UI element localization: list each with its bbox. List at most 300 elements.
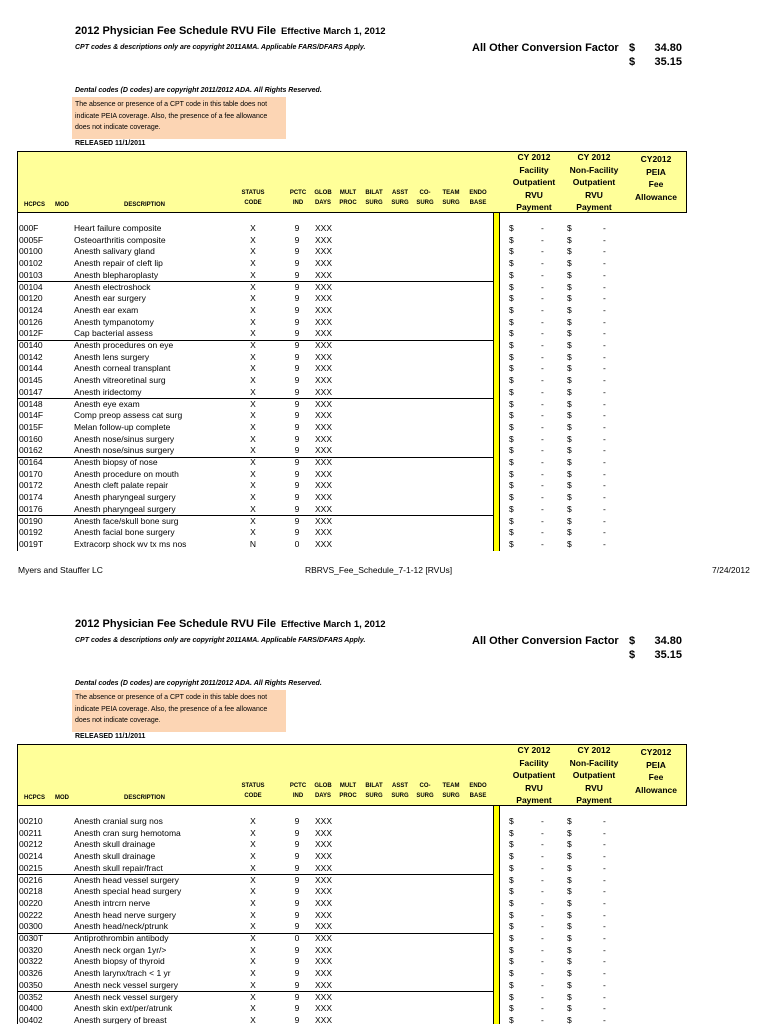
pctc-indicator: 9 (294, 328, 300, 339)
nonfacility-dollar: $ (567, 827, 572, 838)
nonfacility-value: - (603, 421, 606, 432)
table-row (0, 246, 768, 258)
description: Anesth biopsy of thyroid (74, 956, 165, 967)
global-days: XXX (315, 921, 333, 932)
nonfacility-value: - (603, 468, 606, 479)
hcpcs-code: 0019T (19, 538, 44, 549)
facility-value: - (541, 816, 544, 826)
facility-value: - (541, 433, 544, 444)
description: Anesth nose/sinus surgery (74, 433, 175, 444)
nonfacility-dollar: $ (567, 433, 572, 444)
hcpcs-code: 00322 (19, 956, 43, 967)
nonfacility-dollar: $ (567, 886, 572, 897)
nonfacility-dollar: $ (567, 293, 572, 304)
facility-dollar: $ (509, 1014, 514, 1024)
table-header (17, 744, 687, 806)
nonfacility-value: - (603, 1014, 606, 1024)
hcpcs-code: 00214 (19, 851, 43, 862)
table-row (0, 457, 768, 469)
status-code: X (250, 921, 256, 932)
table-row (0, 258, 768, 270)
effective-date: Effective March 1, 2012 (280, 619, 386, 630)
table-row (0, 270, 768, 282)
hcpcs-code: 00210 (19, 816, 43, 826)
pctc-indicator: 0 (294, 538, 300, 549)
nonfacility-dollar: $ (567, 363, 572, 374)
table-row (0, 445, 768, 457)
nonfacility-value: - (603, 538, 606, 549)
facility-dollar: $ (509, 293, 514, 304)
global-days: XXX (315, 293, 333, 304)
nonfacility-value: - (603, 492, 606, 503)
facility-dollar: $ (509, 398, 514, 409)
status-code: X (250, 827, 256, 838)
conversion-factor-value-2: 35.15 (654, 649, 682, 661)
facility-value: - (541, 468, 544, 479)
nonfacility-dollar: $ (567, 839, 572, 850)
description: Anesth vitreoretinal surg (74, 375, 166, 386)
pctc-indicator: 9 (294, 515, 300, 526)
status-code: X (250, 839, 256, 850)
pctc-indicator: 9 (294, 527, 300, 538)
facility-value: - (541, 421, 544, 432)
facility-value: - (541, 897, 544, 908)
description: Anesth skull drainage (74, 851, 156, 862)
hcpcs-code: 00174 (19, 492, 43, 503)
hcpcs-code: 00400 (19, 1003, 43, 1014)
cf-dollar-sign: $ (629, 649, 636, 661)
nonfacility-value: - (603, 874, 606, 885)
hcpcs-code: 00100 (19, 246, 43, 257)
header-endo: ENDO BASE (469, 783, 487, 799)
hcpcs-code: 00222 (19, 909, 43, 920)
nonfacility-dollar: $ (567, 340, 572, 350)
hcpcs-code: 00104 (19, 281, 43, 292)
facility-value: - (541, 839, 544, 850)
facility-dollar: $ (509, 827, 514, 838)
pctc-indicator: 0 (294, 933, 300, 943)
status-code: N (249, 538, 257, 549)
facility-dollar: $ (509, 258, 514, 269)
header-pctc: PCTC IND (289, 783, 307, 799)
nonfacility-dollar: $ (567, 527, 572, 538)
header-pctc: PCTC IND (289, 190, 307, 206)
facility-value: - (541, 1014, 544, 1024)
pctc-indicator: 9 (294, 410, 300, 421)
facility-dollar: $ (509, 1003, 514, 1014)
facility-dollar: $ (509, 527, 514, 538)
header-glob: GLOB DAYS (314, 783, 332, 799)
facility-dollar: $ (509, 433, 514, 444)
pctc-indicator: 9 (294, 956, 300, 967)
header-bilat: BILAT SURG (365, 190, 383, 206)
facility-value: - (541, 503, 544, 514)
facility-dollar: $ (509, 839, 514, 850)
table-row (0, 516, 768, 528)
nonfacility-value: - (603, 445, 606, 456)
pctc-indicator: 9 (294, 457, 300, 467)
facility-dollar: $ (509, 886, 514, 897)
status-code: X (250, 340, 256, 350)
page-title: 2012 Physician Fee Schedule RVU File Effective March 1, 2012 (75, 25, 386, 37)
status-code: X (250, 246, 256, 257)
status-code: X (250, 445, 256, 456)
global-days: XXX (315, 351, 333, 362)
pctc-indicator: 9 (294, 258, 300, 269)
hcpcs-code: 00190 (19, 515, 43, 526)
nonfacility-dollar: $ (567, 351, 572, 362)
global-days: XXX (315, 956, 333, 967)
description: Comp preop assess cat surg (74, 410, 183, 421)
nonfacility-value: - (603, 269, 606, 280)
table-row (0, 816, 768, 828)
status-code: X (250, 234, 256, 245)
footer-left: Myers and Stauffer LC (18, 565, 103, 575)
pctc-indicator: 9 (294, 851, 300, 862)
nonfacility-dollar: $ (567, 503, 572, 514)
status-code: X (250, 386, 256, 397)
pctc-indicator: 9 (294, 223, 300, 233)
global-days: XXX (315, 223, 333, 233)
coverage-note: The absence or presence of a CPT code in this table does not indicate PEIA coverage. Also, the presence of a fee allowance does not indicate coverage. (72, 690, 286, 732)
nonfacility-value: - (603, 398, 606, 409)
released-date: RELEASED 11/1/2011 (75, 140, 146, 147)
hcpcs-code: 00212 (19, 839, 43, 850)
description: Anesth ear exam (74, 304, 139, 315)
description: Anesth nose/sinus surgery (74, 445, 175, 456)
facility-dollar: $ (509, 328, 514, 339)
nonfacility-dollar: $ (567, 457, 572, 467)
facility-value: - (541, 991, 544, 1002)
pctc-indicator: 9 (294, 492, 300, 503)
nonfacility-dollar: $ (567, 234, 572, 245)
nonfacility-dollar: $ (567, 375, 572, 386)
hcpcs-code: 00220 (19, 897, 43, 908)
pctc-indicator: 9 (294, 468, 300, 479)
pctc-indicator: 9 (294, 1014, 300, 1024)
pctc-indicator: 9 (294, 340, 300, 350)
nonfacility-value: - (603, 433, 606, 444)
hcpcs-code: 0005F (19, 234, 44, 245)
copyright-notice: CPT codes & descriptions only are copyright 2011AMA. Applicable FARS/DFARS Apply. (75, 44, 366, 51)
facility-dollar: $ (509, 991, 514, 1002)
pctc-indicator: 9 (294, 944, 300, 955)
description: Anesth eye exam (74, 398, 140, 409)
status-code: X (250, 991, 256, 1002)
table-row (0, 469, 768, 481)
facility-dollar: $ (509, 956, 514, 967)
hcpcs-code: 00142 (19, 351, 43, 362)
table-row (0, 945, 768, 957)
facility-value: - (541, 351, 544, 362)
cf-dollar-sign: $ (629, 42, 636, 54)
global-days: XXX (315, 457, 333, 467)
hcpcs-code: 00164 (19, 457, 43, 467)
facility-value: - (541, 445, 544, 456)
nonfacility-value: - (603, 386, 606, 397)
table-row (0, 886, 768, 898)
status-code: X (250, 862, 256, 873)
nonfacility-dollar: $ (567, 410, 572, 421)
conversion-factor-label: All Other Conversion Factor (472, 42, 619, 54)
status-code: X (250, 527, 256, 538)
description: Anesth procedure on mouth (74, 468, 179, 479)
facility-value: - (541, 851, 544, 862)
nonfacility-dollar: $ (567, 468, 572, 479)
nonfacility-value: - (603, 246, 606, 257)
header-status: STATUS CODE (241, 190, 265, 206)
description: Anesth pharyngeal surgery (74, 503, 176, 514)
table-row (0, 504, 768, 516)
global-days: XXX (315, 897, 333, 908)
facility-value: - (541, 457, 544, 467)
table-row (0, 933, 768, 945)
facility-value: - (541, 316, 544, 327)
facility-dollar: $ (509, 269, 514, 280)
table-row (0, 223, 768, 235)
status-code: X (250, 944, 256, 955)
global-days: XXX (315, 340, 333, 350)
header-mod: MOD (55, 795, 69, 801)
pctc-indicator: 9 (294, 862, 300, 873)
effective-date: Effective March 1, 2012 (280, 26, 386, 37)
facility-value: - (541, 933, 544, 943)
description: Extracorp shock wv tx ms nos (74, 538, 187, 549)
status-code: X (250, 1014, 256, 1024)
header-peia-allowance: CY2012 PEIA Fee Allowance (634, 747, 678, 795)
hcpcs-code: 00402 (19, 1014, 43, 1024)
hcpcs-code: 00218 (19, 886, 43, 897)
pctc-indicator: 9 (294, 363, 300, 374)
hcpcs-code: 00120 (19, 293, 43, 304)
header-bilat: BILAT SURG (365, 783, 383, 799)
table-row (0, 956, 768, 968)
facility-value: - (541, 492, 544, 503)
facility-value: - (541, 223, 544, 233)
header-team: TEAM SURG (442, 190, 460, 206)
description: Anesth cleft palate repair (74, 480, 169, 491)
nonfacility-dollar: $ (567, 480, 572, 491)
facility-value: - (541, 968, 544, 979)
nonfacility-value: - (603, 410, 606, 421)
pctc-indicator: 9 (294, 351, 300, 362)
nonfacility-value: - (603, 827, 606, 838)
nonfacility-value: - (603, 340, 606, 350)
nonfacility-value: - (603, 956, 606, 967)
status-code: X (250, 897, 256, 908)
status-code: X (250, 375, 256, 386)
table-row (0, 492, 768, 504)
pctc-indicator: 9 (294, 375, 300, 386)
header-endo: ENDO BASE (469, 190, 487, 206)
status-code: X (250, 304, 256, 315)
global-days: XXX (315, 1014, 333, 1024)
global-days: XXX (315, 538, 333, 549)
pctc-indicator: 9 (294, 839, 300, 850)
status-code: X (250, 316, 256, 327)
hcpcs-code: 00103 (19, 269, 43, 280)
header-description: DESCRIPTION (124, 202, 166, 208)
description: Antiprothrombin antibody (74, 933, 169, 943)
global-days: XXX (315, 480, 333, 491)
global-days: XXX (315, 269, 333, 280)
facility-dollar: $ (509, 503, 514, 514)
global-days: XXX (315, 468, 333, 479)
cf-dollar-sign: $ (629, 56, 636, 68)
pctc-indicator: 9 (294, 386, 300, 397)
nonfacility-value: - (603, 328, 606, 339)
nonfacility-value: - (603, 375, 606, 386)
conversion-factor-value-2: 35.15 (654, 56, 682, 68)
hcpcs-code: 00160 (19, 433, 43, 444)
facility-value: - (541, 515, 544, 526)
global-days: XXX (315, 246, 333, 257)
facility-dollar: $ (509, 515, 514, 526)
table-row (0, 910, 768, 922)
facility-value: - (541, 281, 544, 292)
nonfacility-value: - (603, 816, 606, 826)
nonfacility-dollar: $ (567, 398, 572, 409)
hcpcs-code: 00140 (19, 340, 43, 350)
footer-right: 7/24/2012 (712, 565, 750, 575)
global-days: XXX (315, 979, 333, 990)
hcpcs-code: 00102 (19, 258, 43, 269)
facility-dollar: $ (509, 816, 514, 826)
nonfacility-value: - (603, 258, 606, 269)
description: Anesth pharyngeal surgery (74, 492, 176, 503)
status-code: X (250, 503, 256, 514)
pctc-indicator: 9 (294, 421, 300, 432)
facility-dollar: $ (509, 468, 514, 479)
facility-dollar: $ (509, 375, 514, 386)
status-code: X (250, 909, 256, 920)
table-row (0, 352, 768, 364)
hcpcs-code: 00170 (19, 468, 43, 479)
table-row (0, 1003, 768, 1015)
hcpcs-code: 00352 (19, 991, 43, 1002)
table-row (0, 399, 768, 411)
facility-dollar: $ (509, 363, 514, 374)
nonfacility-dollar: $ (567, 269, 572, 280)
hcpcs-code: 00320 (19, 944, 43, 955)
description: Anesth procedures on eye (74, 340, 174, 350)
nonfacility-value: - (603, 527, 606, 538)
global-days: XXX (315, 398, 333, 409)
pctc-indicator: 9 (294, 234, 300, 245)
header-mult: MULT PROC (339, 783, 357, 799)
nonfacility-value: - (603, 968, 606, 979)
description: Anesth cranial surg nos (74, 816, 163, 826)
facility-value: - (541, 538, 544, 549)
table-row (0, 992, 768, 1004)
description: Anesth corneal transplant (74, 363, 171, 374)
nonfacility-dollar: $ (567, 538, 572, 549)
description: Anesth larynx/trach < 1 yr (74, 968, 171, 979)
nonfacility-dollar: $ (567, 1003, 572, 1014)
page-2 (0, 593, 768, 1024)
status-code: X (250, 468, 256, 479)
status-code: X (250, 269, 256, 280)
hcpcs-code: 00124 (19, 304, 43, 315)
facility-value: - (541, 862, 544, 873)
header-nonfacility-payment: CY 2012 Non-Facility Outpatient RVU Payment (569, 152, 619, 212)
facility-value: - (541, 398, 544, 409)
coverage-note: The absence or presence of a CPT code in this table does not indicate PEIA coverage. Also, the presence of a fee allowance does not indicate coverage. (72, 97, 286, 139)
nonfacility-value: - (603, 921, 606, 932)
facility-dollar: $ (509, 421, 514, 432)
nonfacility-dollar: $ (567, 897, 572, 908)
table-row (0, 539, 768, 551)
description: Anesth head nerve surgery (74, 909, 177, 920)
global-days: XXX (315, 944, 333, 955)
nonfacility-dollar: $ (567, 515, 572, 526)
nonfacility-dollar: $ (567, 328, 572, 339)
global-days: XXX (315, 304, 333, 315)
facility-value: - (541, 304, 544, 315)
dental-copyright: Dental codes (D codes) are copyright 2011/2012 ADA. All Rights Reserved. (75, 87, 322, 94)
facility-dollar: $ (509, 921, 514, 932)
status-code: X (250, 421, 256, 432)
hcpcs-code: 00215 (19, 862, 43, 873)
global-days: XXX (315, 862, 333, 873)
hcpcs-code: 00147 (19, 386, 43, 397)
facility-value: - (541, 363, 544, 374)
description: Osteoarthritis composite (74, 234, 166, 245)
description: Anesth blepharoplasty (74, 269, 159, 280)
facility-value: - (541, 827, 544, 838)
facility-dollar: $ (509, 340, 514, 350)
nonfacility-dollar: $ (567, 874, 572, 885)
table-row (0, 968, 768, 980)
pctc-indicator: 9 (294, 816, 300, 826)
table-row (0, 317, 768, 329)
nonfacility-dollar: $ (567, 862, 572, 873)
global-days: XXX (315, 234, 333, 245)
nonfacility-value: - (603, 979, 606, 990)
facility-value: - (541, 234, 544, 245)
table-row (0, 387, 768, 399)
status-code: X (250, 293, 256, 304)
table-row (0, 1015, 768, 1024)
nonfacility-value: - (603, 1003, 606, 1014)
global-days: XXX (315, 421, 333, 432)
facility-value: - (541, 886, 544, 897)
pctc-indicator: 9 (294, 1003, 300, 1014)
pctc-indicator: 9 (294, 968, 300, 979)
hcpcs-code: 00172 (19, 480, 43, 491)
header-facility-payment: CY 2012 Facility Outpatient RVU Payment (512, 745, 556, 805)
global-days: XXX (315, 839, 333, 850)
nonfacility-dollar: $ (567, 991, 572, 1002)
header-description: DESCRIPTION (124, 795, 166, 801)
table-row (0, 980, 768, 992)
pctc-indicator: 9 (294, 269, 300, 280)
nonfacility-value: - (603, 293, 606, 304)
nonfacility-value: - (603, 909, 606, 920)
global-days: XXX (315, 827, 333, 838)
conversion-factor-value-1: 34.80 (654, 635, 682, 647)
description: Anesth face/skull bone surg (74, 515, 179, 526)
nonfacility-value: - (603, 933, 606, 943)
table-row (0, 293, 768, 305)
table-row (0, 375, 768, 387)
description: Anesth skull repair/fract (74, 862, 163, 873)
nonfacility-dollar: $ (567, 944, 572, 955)
facility-dollar: $ (509, 862, 514, 873)
facility-value: - (541, 269, 544, 280)
nonfacility-dollar: $ (567, 421, 572, 432)
nonfacility-dollar: $ (567, 933, 572, 943)
